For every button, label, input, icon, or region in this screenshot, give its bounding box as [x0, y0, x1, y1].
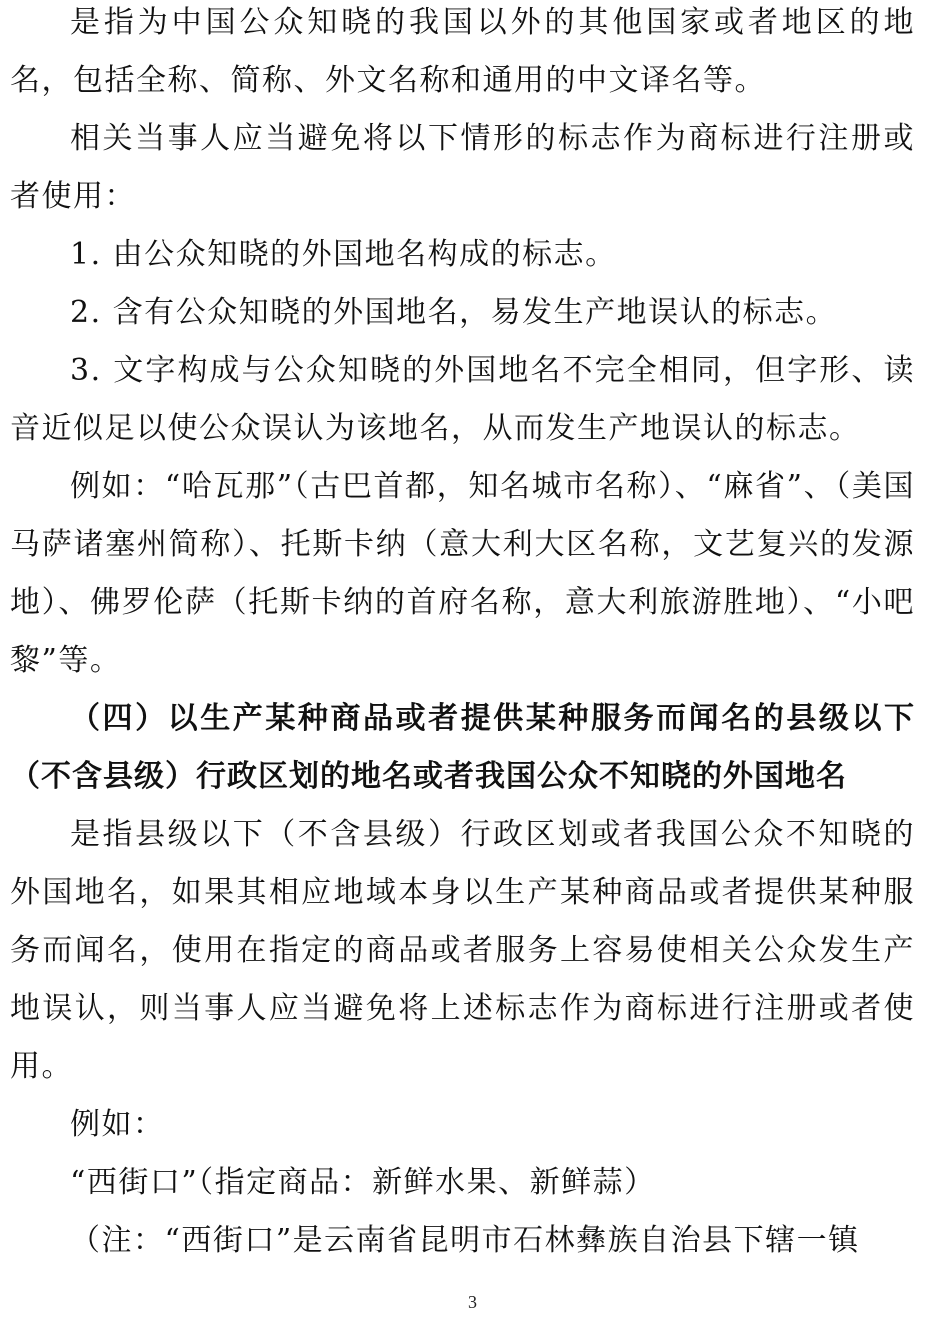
- document-page: [10, 0, 915, 1270]
- list-item-2: 2. 含有公众知晓的外国地名，易发生产地误认的标志。: [70, 295, 838, 330]
- list-item-1: 1. 由公众知晓的外国地名构成的标志。: [70, 237, 617, 272]
- paragraph-county-level-definition: 是指县级以下（不含县级）行政区划或者我国公众不知晓的外国地名，如果其相应地域本身以生产某种商品或者提供某种服务而闻名，使用在指定的商品或者服务上容易使相关公众发生产地误认，则当事人应当避免将上述标志作为商标进行注册或者使用。: [10, 817, 915, 1084]
- page-number: 3: [468, 1292, 477, 1312]
- paragraph-avoidance-rule: 相关当事人应当避免将以下情形的标志作为商标进行注册或者使用：: [10, 121, 915, 214]
- paragraph-foreign-place-name-definition: 是指为中国公众知晓的我国以外的其他国家或者地区的地名，包括全称、简称、外文名称和通用的中文译名等。: [10, 5, 915, 98]
- paragraph-examples: 例如：“哈瓦那”（古巴首都，知名城市名称）、“麻省”、（美国马萨诸塞州简称）、托斯卡纳（意大利大区名称，文艺复兴的发源地）、佛罗伦萨（托斯卡纳的首府名称，意大利旅游胜地）、“小吧黎”等。: [10, 469, 915, 678]
- section-heading-4: （四）以生产某种商品或者提供某种服务而闻名的县级以下（不含县级）行政区划的地名或者我国公众不知晓的外国地名: [10, 701, 915, 794]
- list-item-3: 3. 文字构成与公众知晓的外国地名不完全相同，但字形、读音近似足以使公众误认为该地名，从而发生产地误认的标志。: [10, 353, 915, 446]
- paragraph-note: （注：“西街口”是云南省昆明市石林彝族自治县下辖一镇: [70, 1223, 860, 1258]
- paragraph-example-xijiekou: “西街口”（指定商品：新鲜水果、新鲜蒜）: [70, 1165, 656, 1200]
- paragraph-example-label: 例如：: [70, 1107, 165, 1142]
